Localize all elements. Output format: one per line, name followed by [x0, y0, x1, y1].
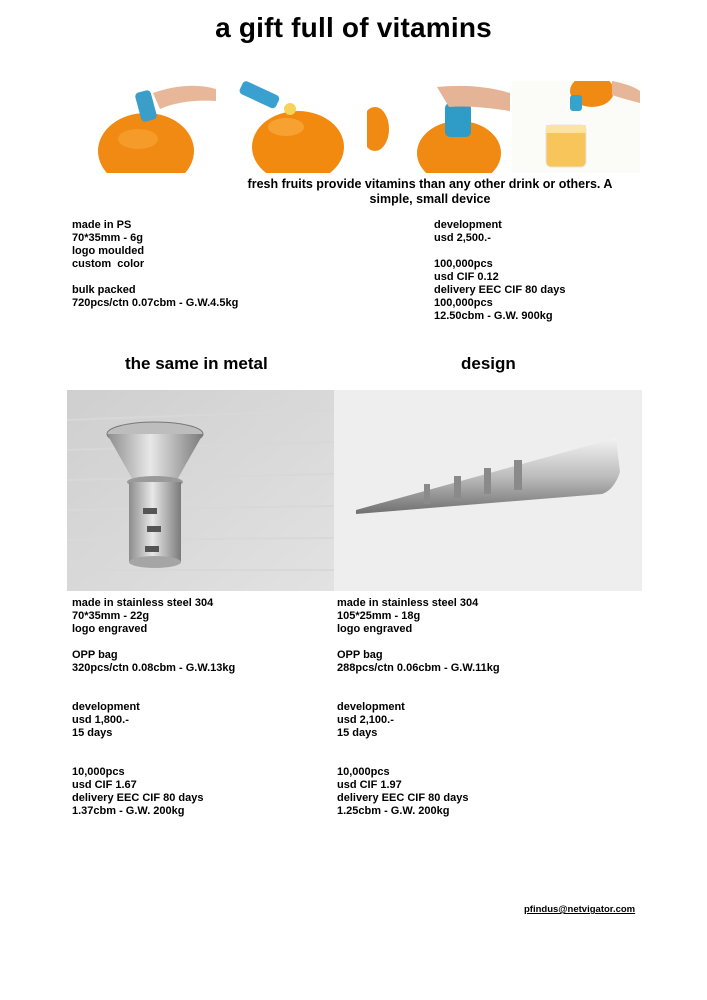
- spec-line: 15 days: [337, 727, 378, 739]
- spec-line: 320pcs/ctn 0.08cbm - G.W.13kg: [72, 662, 236, 674]
- spec-line: 1.37cbm - G.W. 200kg: [72, 805, 185, 817]
- spec-line: 105*25mm - 18g: [337, 610, 421, 622]
- spec-line: development: [434, 219, 502, 231]
- spec-line: 10,000pcs: [72, 766, 125, 778]
- photo-orange-juice: [512, 81, 640, 173]
- email-link[interactable]: pfindus@netvigator.com: [524, 904, 636, 915]
- spec-line: OPP bag: [72, 649, 118, 661]
- spec-line: 70*35mm - 6g: [72, 232, 143, 244]
- spec-line: [72, 636, 235, 649]
- spec-line: logo moulded: [72, 245, 145, 257]
- spec-line: usd 1,800.-: [72, 714, 129, 726]
- spec-line: development: [337, 701, 405, 713]
- spec-line: 100,000pcs: [434, 258, 493, 270]
- heading-metal: the same in metal: [125, 354, 268, 373]
- spec-line: 15 days: [72, 727, 113, 739]
- spec-line: development: [72, 701, 140, 713]
- spec-line: 720pcs/ctn 0.07cbm - G.W.4.5kg: [72, 297, 239, 309]
- spec-line: made in stainless steel 304: [337, 597, 479, 609]
- spec-line: usd 2,100.-: [337, 714, 394, 726]
- spec-line: 1.25cbm - G.W. 200kg: [337, 805, 450, 817]
- plastic-spec-right: [434, 219, 565, 323]
- spec-line: [434, 245, 565, 258]
- spec-line: made in stainless steel 304: [72, 597, 214, 609]
- photo-orange-press-1: [68, 81, 218, 173]
- heading-design: design: [461, 354, 516, 373]
- spec-line: [337, 636, 500, 649]
- spec-line: 10,000pcs: [337, 766, 390, 778]
- spec-line: made in PS: [72, 219, 132, 231]
- metal-spec-left: [72, 597, 235, 818]
- spec-line: [72, 675, 235, 688]
- spec-line: 12.50cbm - G.W. 900kg: [434, 310, 553, 322]
- page-title: a gift full of vitamins: [215, 12, 492, 43]
- photo-orange-press-2: [228, 81, 366, 173]
- spec-line: 288pcs/ctn 0.06cbm - G.W.11kg: [337, 662, 500, 674]
- photo-metal-reamer: [67, 390, 334, 591]
- spec-line: 100,000pcs: [434, 297, 493, 309]
- spec-line: usd CIF 0.12: [434, 271, 499, 283]
- spec-line: logo engraved: [337, 623, 413, 635]
- spec-line: bulk packed: [72, 284, 136, 296]
- spec-line: delivery EEC CIF 80 days: [337, 792, 469, 804]
- metal-spec-right: [337, 597, 500, 818]
- tagline-line-2: simple, small device: [369, 192, 491, 206]
- spec-line: [337, 740, 500, 753]
- spec-line: [72, 753, 235, 766]
- photo-metal-design: [334, 390, 642, 591]
- spec-line: usd CIF 1.97: [337, 779, 402, 791]
- photo-orange-press-3: [367, 81, 510, 173]
- spec-line: delivery EEC CIF 80 days: [434, 284, 566, 296]
- spec-line: usd CIF 1.67: [72, 779, 137, 791]
- spec-line: [337, 688, 500, 701]
- spec-line: [337, 753, 500, 766]
- spec-line: [72, 688, 235, 701]
- spec-line: 70*35mm - 22g: [72, 610, 150, 622]
- spec-line: OPP bag: [337, 649, 383, 661]
- spec-line: [337, 675, 500, 688]
- spec-line: [72, 740, 235, 753]
- spec-line: usd 2,500.-: [434, 232, 491, 244]
- plastic-spec-left: [72, 219, 238, 310]
- spec-line: [72, 271, 238, 284]
- tagline-line-1: fresh fruits provide vitamins than any other drink or others. A: [247, 177, 613, 191]
- spec-line: logo engraved: [72, 623, 148, 635]
- tagline: [200, 177, 660, 207]
- spec-line: custom color: [72, 258, 145, 270]
- spec-line: delivery EEC CIF 80 days: [72, 792, 204, 804]
